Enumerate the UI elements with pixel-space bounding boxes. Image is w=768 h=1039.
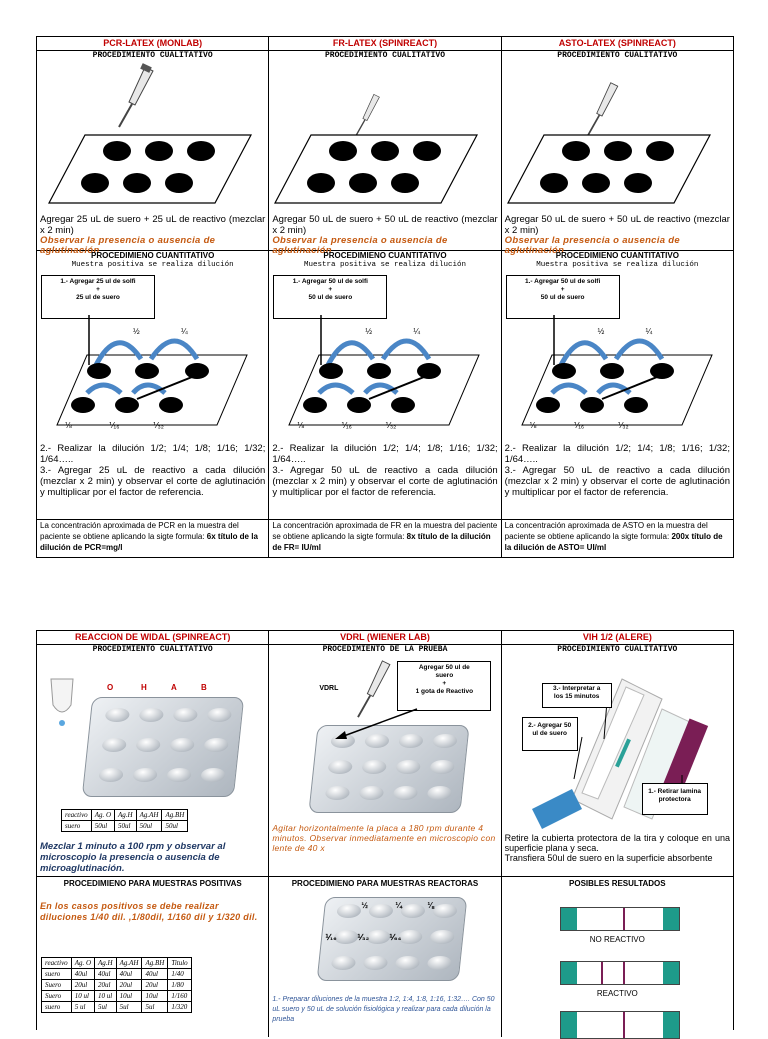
- qual-title: PROCEDIMIENTO CUALITATIVO: [92, 51, 213, 60]
- step-2: 2.- Realizar la dilución 1/2; 1/4; 1/8; 1/16; 1/32; 1/64…..: [40, 443, 266, 465]
- vdrl-box: Agregar 50 ul de suero + 1 gota de Reactivo: [397, 661, 491, 711]
- frac-1-16: ⅟₁₆: [573, 421, 585, 430]
- step-3: 3.- Agregar 50 uL de reactivo a cada dilución (mezclar x 2 min) y observar el corte de aglutinación y multiplicar por el factor de referencia.: [504, 465, 730, 498]
- procedure-row: [37, 645, 733, 877]
- frac-1-4: ¼: [645, 327, 653, 336]
- widal-reagent-table: reactivo Ag. O Ag.H Ag.AH Ag.BH suero 50ul 50ul 50ul 50ul: [61, 809, 188, 832]
- latex-table: [36, 36, 734, 558]
- positive-row: [37, 877, 733, 1037]
- qual-title: PROCEDIMIENTO CUALITATIVO: [92, 645, 213, 654]
- vih-step-2-box: 2.- Agregar 50 ul de suero: [522, 717, 578, 751]
- step-3: 3.- Agregar 50 uL de reactivo a cada dilución (mezclar x 2 min) y observar el corte de aglutinación y multiplicar por el factor de referencia.: [272, 465, 498, 498]
- qual-observation: Observar la presencia o ausencia de aglutinación: [40, 235, 216, 256]
- qual-title: PROCEDIMIENTO CUALITATIVO: [557, 51, 678, 60]
- dilution-box: 1.- Agregar 50 ul de solfi + 50 ul de suero: [506, 275, 620, 319]
- frac-1-8: ⅛: [297, 421, 304, 430]
- widal-instruction: Mezclar 1 minuto a 100 rpm y observar al microscopio la presencia o ausencia de microaglutinación.: [40, 841, 226, 874]
- slide-six-wells: [273, 133, 479, 205]
- frac-1-4: ¼: [413, 327, 420, 336]
- pipette-icon: [115, 65, 155, 129]
- frac-1-32: ⅟₃₂: [385, 421, 397, 430]
- frac-1-16: ⅟₁₆: [325, 933, 337, 942]
- vih-step-3-box: 3.- Interpretar a los 15 minutos: [542, 683, 612, 708]
- quant-subtitle: Muestra positiva se realiza dilución: [536, 261, 699, 269]
- well-plate: [82, 697, 245, 797]
- arrow-icon: [329, 705, 419, 745]
- asto-formula: La concentración aproximada de ASTO en la muestra del paciente se obtiene aplicando la sigte formula: 200x título de la dilución de ASTO= UI/ml: [504, 521, 723, 552]
- quant-subtitle: Muestra positiva se realiza dilución: [71, 261, 234, 269]
- serial-dilution-diagram: [279, 315, 489, 425]
- pipette-icon: [582, 81, 622, 137]
- vih-step-1-box: 1.- Retirar lamina protectora: [642, 783, 708, 815]
- vdrl-reactive-cell: [269, 877, 501, 1037]
- qual-title: PROCEDIMIENTO CUALITATIVO: [324, 51, 445, 60]
- frac-1-4: ¼: [395, 901, 402, 910]
- dilution-box: 1.- Agregar 25 ul de solfi + 25 ul de suero: [41, 275, 155, 319]
- pcr-quantitative-cell: [37, 251, 269, 519]
- col-title-pcr: PCR-LATEX (MONLAB): [37, 37, 269, 50]
- quant-title: PROCEDIMIENO CUANTITATIVO: [91, 251, 215, 260]
- vdrl-instruction: Agitar horizontalmente la placa a 180 rpm durante 4 minutos. Observar inmediatamente en microscopio con lente de 40 x: [272, 823, 496, 853]
- step-2: 2.- Realizar la dilución 1/2; 1/4; 1/8; 1/16; 1/32; 1/64…..: [272, 443, 498, 465]
- qual-text: Agregar 50 uL de suero + 50 uL de reactivo (mezclar x 2 min): [272, 214, 498, 236]
- reac-title: PROCEDIMIENO PARA MUESTRAS REACTORAS: [291, 879, 479, 888]
- col-title-asto: ASTO-LATEX (SPINREACT): [558, 38, 676, 48]
- proc-title: PROCEDIMIENTO DE LA PRUEBA: [322, 645, 448, 654]
- reac-text: 1.- Preparar diluciones de la muestra 1:2, 1:4, 1:8, 1:16, 1:32…. Con 50 uL suero y 50 uL de solución fisiológica y realizar para cada dilución la prueba: [272, 996, 495, 1023]
- qual-observation: Observar la presencia o ausencia de aglutinación: [504, 235, 680, 256]
- quant-title: PROCEDIMIENO CUANTITATIVO: [323, 251, 447, 260]
- res-title: POSIBLES RESULTADOS: [569, 879, 666, 888]
- vih-text-1: Retire la cubierta protectora de la tira y coloque en una superficie plana y seca.: [504, 833, 730, 853]
- frac-1-2: ½: [597, 327, 605, 336]
- qual-title: PROCEDIMIENTO CUALITATIVO: [557, 645, 678, 654]
- widal-dilution-table: reactivo Ag. O Ag.H Ag.AH Ag.BH Titulo suero 40ul 40ul 40ul 40ul 1/40 Suero 20ul 20ul 20ul 20ul 1/80 Suero 10 ul 10 ul 10ul 10ul 1/160 suero 5 ul 5ul 5ul 5ul 1/320: [41, 957, 192, 1013]
- strip-invalid: [560, 1011, 680, 1039]
- frac-1-4: ¼: [181, 327, 188, 336]
- dilution-box: 1.- Agregar 50 ul de solfi + 50 ul de suero: [273, 275, 387, 319]
- frac-1-32: ⅟₃₂: [357, 933, 370, 942]
- letter-h: H: [141, 683, 147, 692]
- slide-six-wells: [506, 133, 712, 205]
- step-2: 2.- Realizar la dilución 1/2; 1/4; 1/8; 1/16; 1/32; 1/64…..: [504, 443, 730, 465]
- serial-dilution-diagram: [47, 315, 257, 425]
- reactive-label: REACTIVO: [596, 989, 638, 998]
- latex-header-row: [37, 37, 733, 51]
- col-title-vih: VIH 1/2 (ALERE): [582, 632, 652, 642]
- vdrl-label: VDRL: [319, 685, 339, 692]
- frac-1-2: ½: [133, 327, 140, 336]
- col-title-fr: FR-LATEX (SPINREACT): [269, 37, 501, 50]
- frac-1-32: ⅟₃₂: [153, 421, 164, 430]
- col-title-vdrl: VDRL (WIENER LAB): [269, 631, 501, 644]
- frac-1-2: ½: [361, 901, 368, 910]
- col-title-widal: REACCION DE WIDAL (SPINREACT): [37, 631, 269, 644]
- qual-text: Agregar 50 uL de suero + 50 uL de reactivo (mezclar x 2 min): [504, 214, 730, 236]
- formula-row: [37, 520, 733, 558]
- frac-1-32: ⅟₃₂: [617, 421, 629, 430]
- frac-1-16: ⅟₁₆: [109, 421, 120, 430]
- frac-1-8: ⅛: [529, 421, 537, 430]
- serial-dilution-diagram: [512, 315, 722, 425]
- qual-text: Agregar 25 uL de suero + 25 uL de reactivo (mezclar x 2 min): [40, 214, 266, 236]
- quant-subtitle: Muestra positiva se realiza dilución: [303, 261, 466, 269]
- pos-title: PROCEDIMIENO PARA MUESTRAS POSITIVAS: [63, 879, 242, 888]
- slide-six-wells: [47, 133, 253, 205]
- vih-results-cell: [502, 877, 733, 1037]
- dropper-icon: [47, 679, 77, 727]
- serology-header-row: [37, 631, 733, 645]
- qual-observation: Observar la presencia o ausencia de aglutinación: [272, 235, 448, 256]
- fr-formula: La concentración aproximada de FR en la muestra del paciente se obtiene aplicando la sigte formula: 8x título de la dilución de FR= IU/ml: [269, 520, 501, 558]
- asto-quantitative-cell: [502, 251, 733, 519]
- frac-1-64: ⅟₆₄: [389, 933, 402, 942]
- strip-reactive: [560, 961, 680, 985]
- widal-procedure-cell: [37, 645, 269, 876]
- quant-title: PROCEDIMIENO CUANTITATIVO: [555, 251, 679, 260]
- letter-b: B: [201, 683, 207, 692]
- pipette-icon: [347, 93, 387, 137]
- vdrl-procedure-cell: [269, 645, 501, 876]
- non-reactive-label: NO REACTIVO: [589, 935, 645, 944]
- frac-1-16: ⅟₁₆: [341, 421, 352, 430]
- pos-text: En los casos positivos se debe realizar diluciones 1/40 dil. ,1/80dil, 1/160 dil y 1/320 dil.: [40, 901, 258, 922]
- step-3: 3.- Agregar 25 uL de reactivo a cada dilución (mezclar x 2 min) y observar el corte de aglutinación y multiplicar por el factor de referencia.: [40, 465, 266, 498]
- frac-1-2: ½: [365, 327, 372, 336]
- frac-1-8: ⅛: [65, 421, 72, 430]
- serology-table: [36, 630, 734, 1030]
- pcr-formula: La concentración aproximada de PCR en la muestra del paciente se obtiene aplicando la sigte formula: 6x título de la dilución de PCR=mg/l: [37, 520, 269, 558]
- quantitative-row: [37, 251, 733, 520]
- strip-non-reactive: [560, 907, 680, 931]
- fr-quantitative-cell: [269, 251, 501, 519]
- letter-a: A: [171, 683, 177, 692]
- vih-text-2: Transfiera 50ul de suero en la superficie absorbente: [504, 853, 713, 863]
- widal-positive-cell: [37, 877, 269, 1037]
- frac-1-8: ⅛: [427, 901, 434, 910]
- letter-o: O: [107, 683, 114, 692]
- vih-procedure-cell: [502, 645, 733, 876]
